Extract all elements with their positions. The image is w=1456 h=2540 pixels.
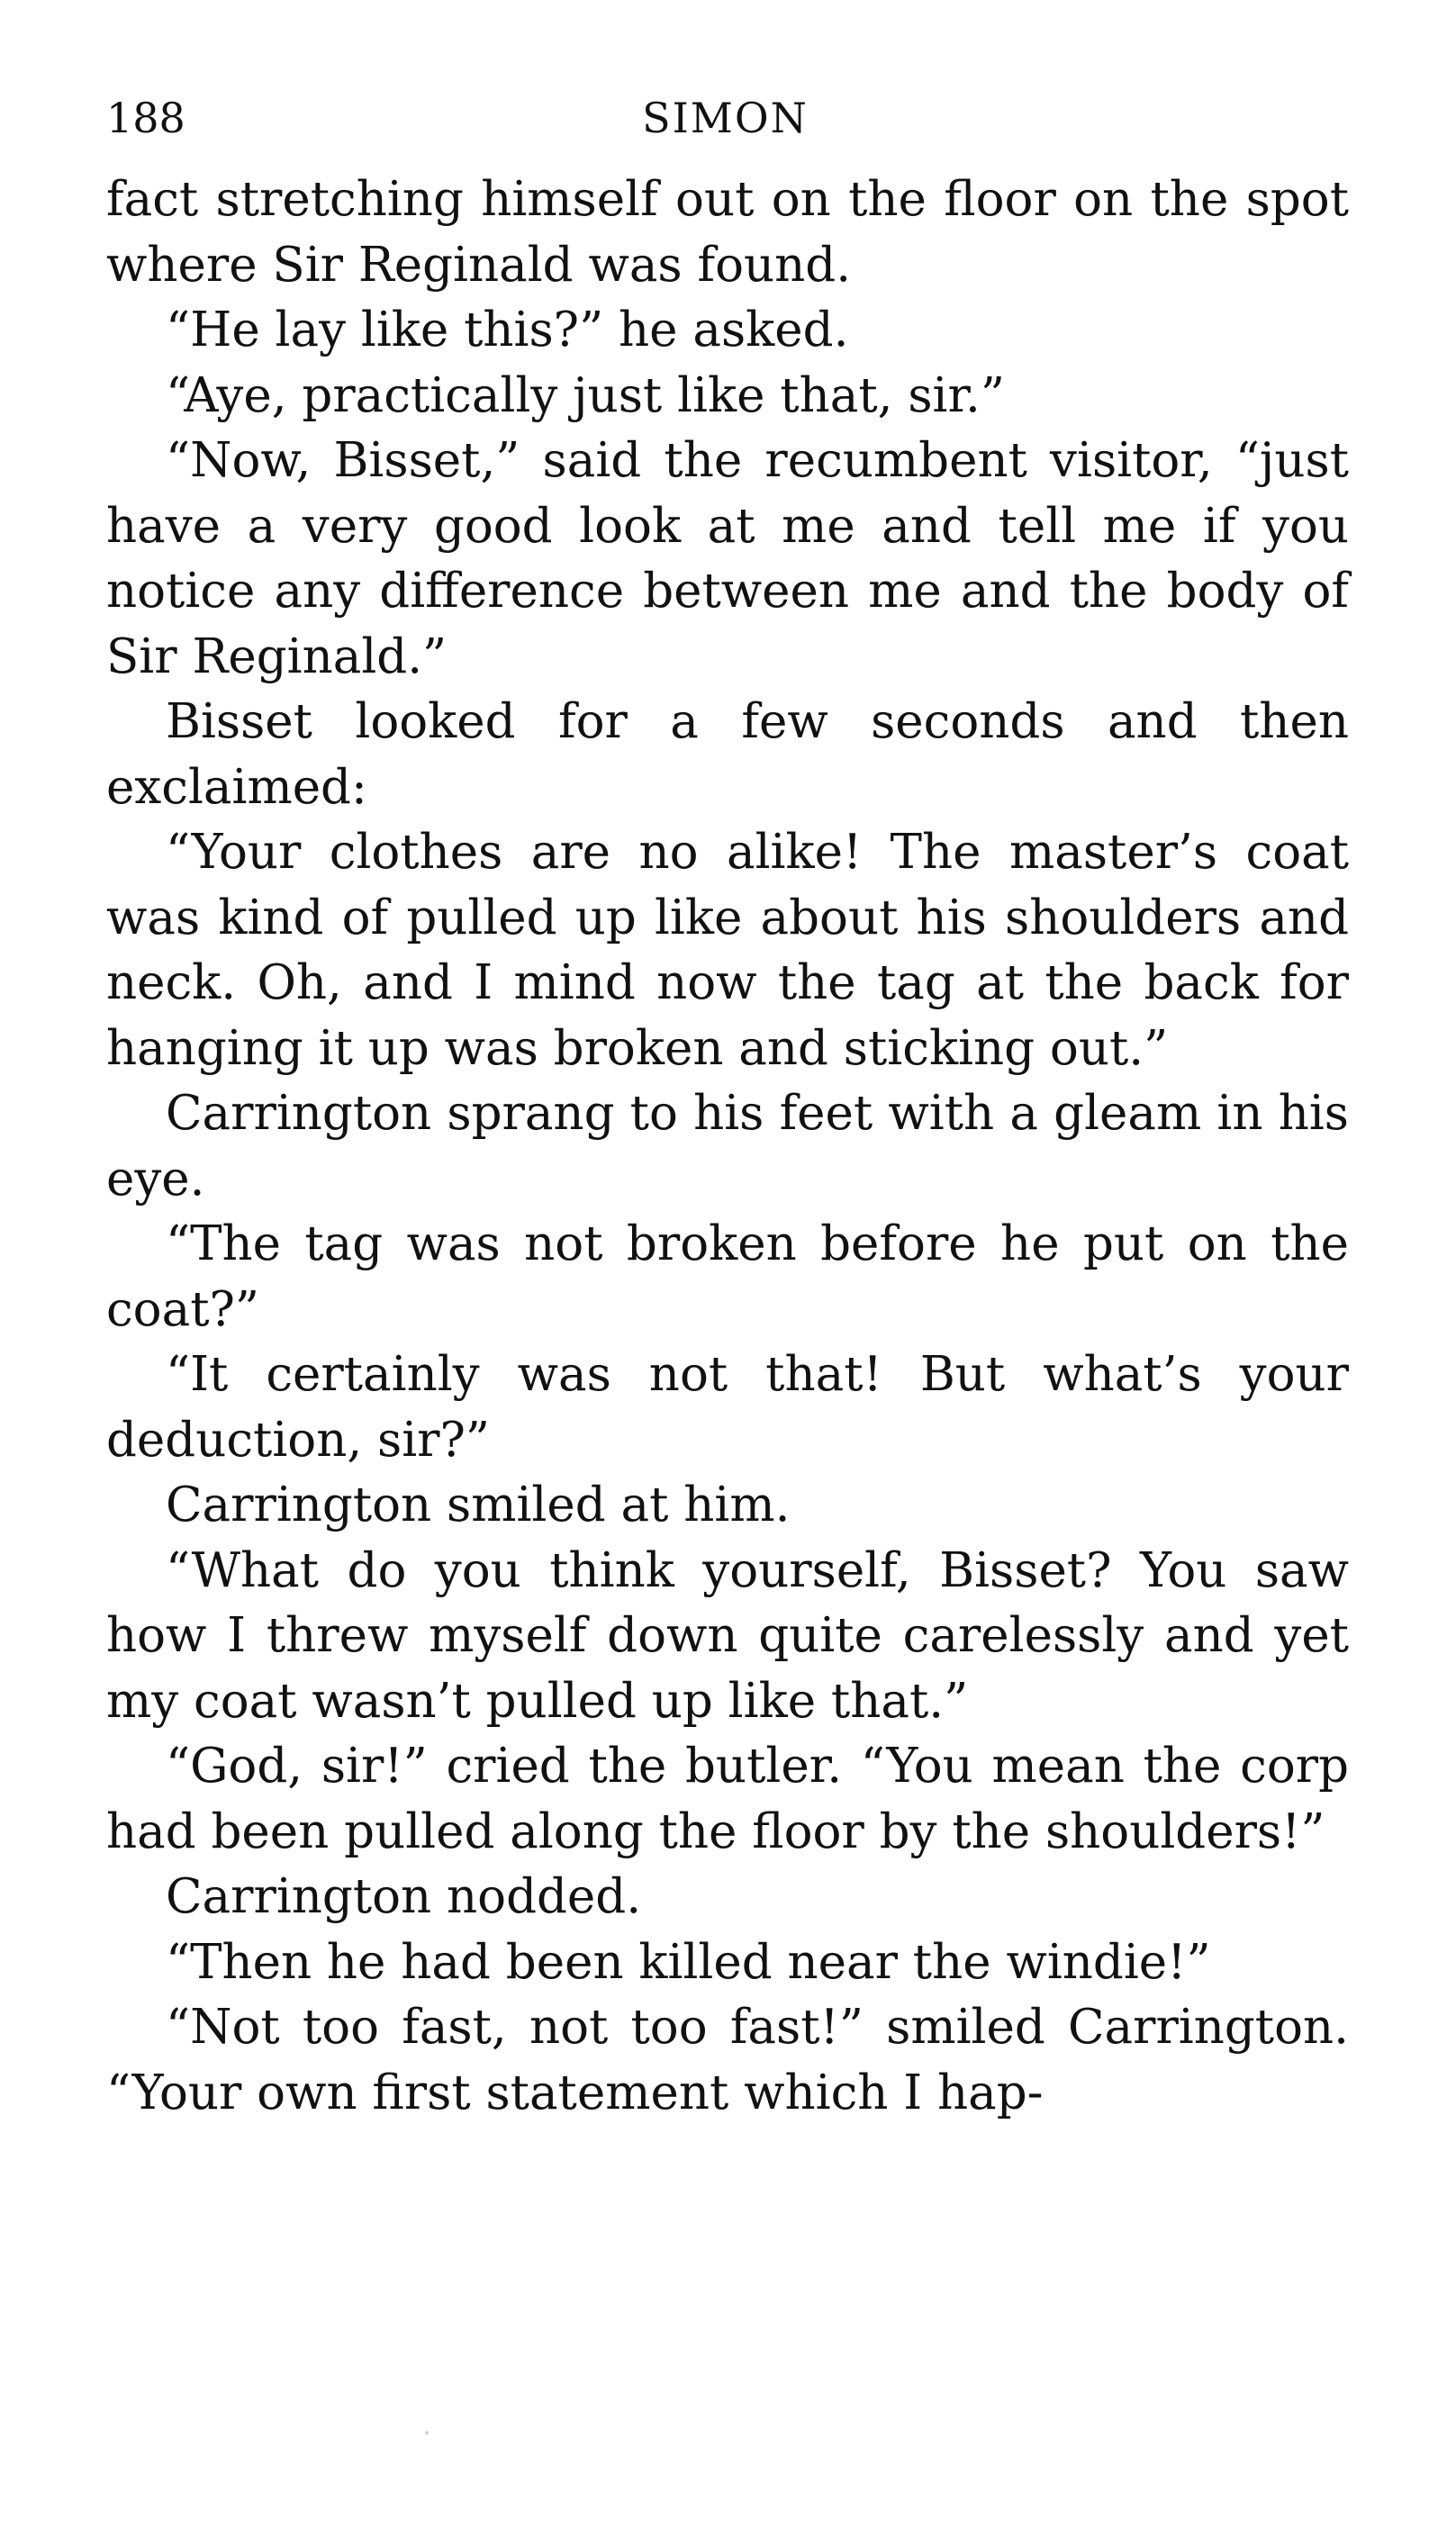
paragraph: “Now, Bisset,” said the recumbent visitor, “just have a very good look at me and tell me if you notice any difference between me and the body of Sir Reginald.” xyxy=(106,433,1349,684)
paragraph: “What do you think yourself, Bisset? You saw how I threw myself down quite carelessly and yet my coat wasn’t pulled up like that.” xyxy=(106,1542,1349,1729)
running-head xyxy=(106,86,1344,149)
paragraph: “It certainly was not that! But what’s your deduction, sir?” xyxy=(106,1347,1349,1468)
paragraph: “God, sir!” cried the butler. “You mean the corp had been pulled along the floor by the shoulders!” xyxy=(106,1739,1349,1859)
paragraph: Bisset looked for a few seconds and then exclaimed: xyxy=(106,694,1349,815)
running-title: SIMON xyxy=(642,94,809,142)
paragraph: “Not too fast, not too fast!” smiled Carrington. “Your own first statement which I hap- xyxy=(106,2000,1349,2120)
paragraph: “Aye, practically just like that, sir.” xyxy=(166,367,1005,423)
paragraph: fact stretching himself out on the floor on the spot where Sir Reginald was found. xyxy=(106,172,1349,293)
paragraph: Carrington sprang to his feet with a gleam in his eye. xyxy=(106,1086,1349,1207)
page-number: 188 xyxy=(106,94,185,142)
paragraph: “He lay like this?” he asked. xyxy=(166,303,849,357)
paragraph: “Your clothes are no alike! The master’s coat was kind of pulled up like about his shoulders and neck. Oh, and I mind now the tag at the back for hanging it up was broken and sticking out.” xyxy=(106,825,1349,1076)
paragraph: “Then he had been killed near the windie!” xyxy=(166,1934,1211,1990)
paragraph: Carrington nodded. xyxy=(166,1869,642,1924)
body-text xyxy=(106,167,1349,2126)
paragraph: Carrington smiled at him. xyxy=(166,1478,791,1532)
paper-speck xyxy=(425,2431,429,2435)
paragraph: “The tag was not broken before he put on the coat?” xyxy=(106,1216,1349,1337)
